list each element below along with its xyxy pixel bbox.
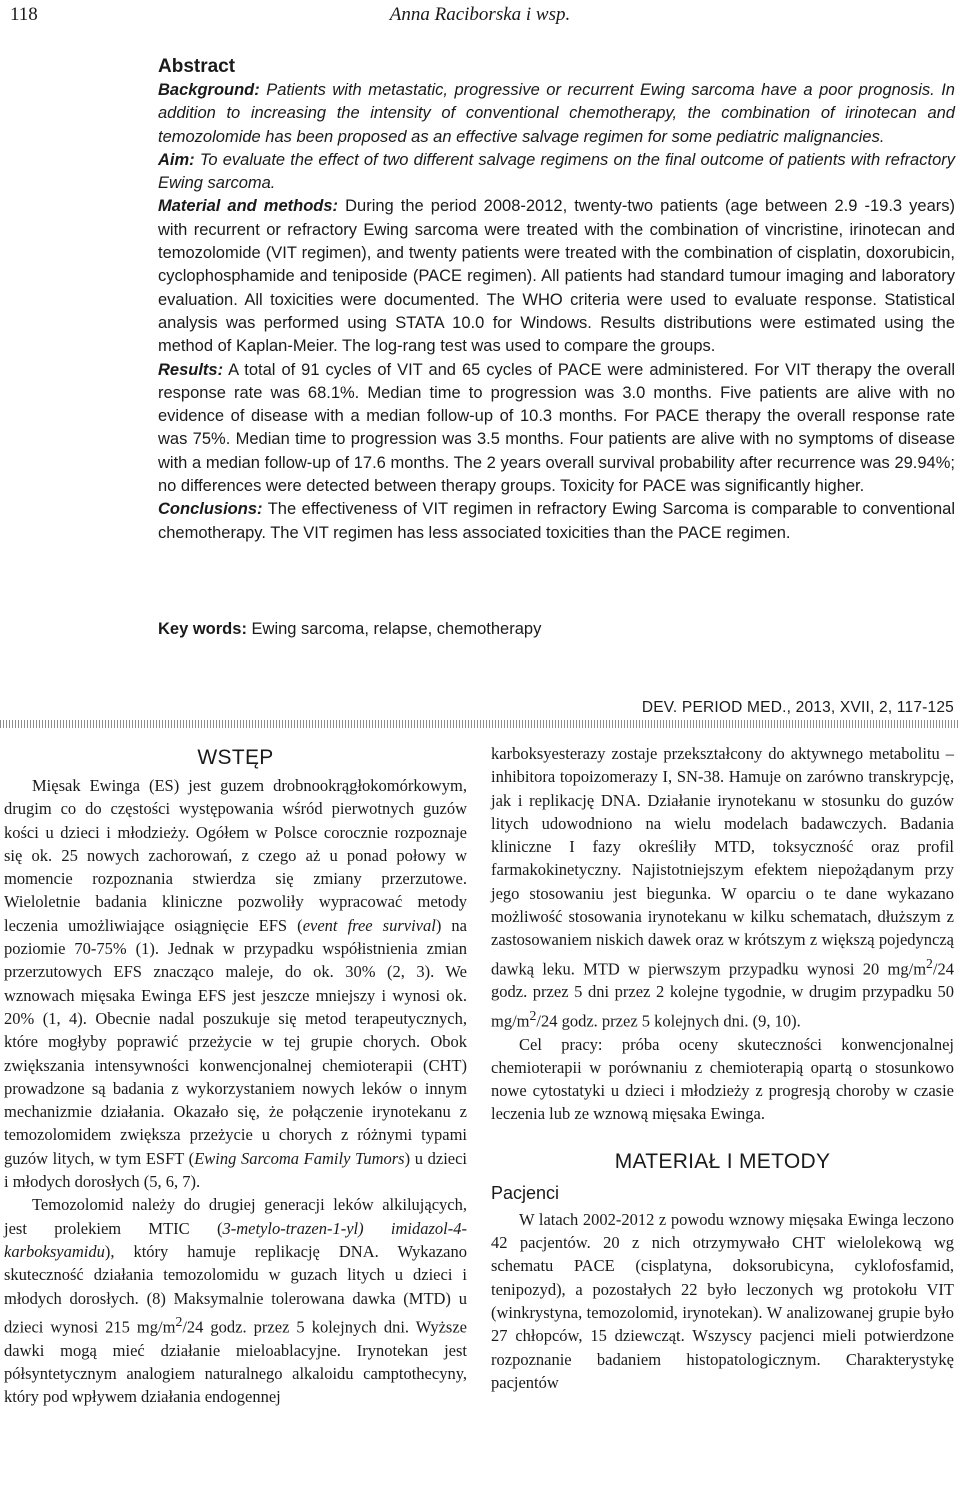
patients-heading: Pacjenci <box>491 1182 560 1203</box>
journal-name: DEV. PERIOD MED. <box>641 699 787 716</box>
superscript: 2 <box>529 1007 537 1023</box>
keywords <box>158 618 541 641</box>
intro-p2-part-b: ), który hamuje replikację DNA. Wykazano skuteczność działania temozolomidu w guzach litych u dzieci i młodych dorosłych. (8) Maksymalnie tolerowana dawka (MTD) u dzieci wynosi 215 mg/m <box>4 1241 467 1337</box>
superscript: 2 <box>175 1313 183 1329</box>
patients-paragraph: W latach 2002-2012 z powodu wznowy mięsaka Ewinga leczono 42 pacjentów. 20 z nich otrzymywało CHT wielolekową wg schematu PACE (cisplatyna, doksorubicyna, cyklofosfamid, tenipozyd), a pozostałych 22 było leczonych wg protokołu VIT (winkrystyna, temozolomid, irynotekan). W analizowanej grupie było 27 chłopców, 15 dziewcząt. Wszyscy pacjenci mieli potwierdzone rozpoznanie badaniem histopatologicznym. Charakterystykę pacjentów <box>491 1209 954 1392</box>
keywords-text: Ewing sarcoma, relapse, chemotherapy <box>246 620 542 638</box>
intro-p1-part-c: ) u dzieci i młodych dorosłych (5, 6, 7). <box>4 1148 468 1192</box>
right-p1-part-b: /24 godz. przez 5 dni przez 2 kolejne tygodnie, w drugim przypadku 50 mg/m <box>491 959 954 1031</box>
results-text: A total of 91 cycles of VIT and 65 cycles of PACE were administered. For VIT therapy the overall response rate was 68.1%. Median time to progression was 3.0 months. Five patients are alive with no evidence of disease with a median follow-up of 10.3 months. For PACE therapy the overall response rate was 75%. Median time to progression was 3.5 months. Four patients are alive with no symptoms of disease with a median follow-up of 17.6 months. The 2 years overall survival probability after recurrence was 29.94%; no differences were detected between therapy groups. Toxicity for PACE was significantly higher. <box>158 360 955 496</box>
decorative-ruler <box>0 720 960 728</box>
superscript: 2 <box>926 955 933 971</box>
aim-text: To evaluate the effect of two different salvage regimens on the final outcome of patients with refractory Ewing sarcoma. <box>158 150 955 193</box>
intro-efs-term: event free survival <box>302 915 436 935</box>
intro-p2-part-c: /24 godz. przez 5 kolejnych dni. Wyższe dawki mogą mieć działanie mieloablacyjne. Irynotekan jest półsyntetycznym analogiem naturalnego alkaloidu camptothecyny, który pod wpływem działania endogennej <box>4 1317 467 1407</box>
page-number: 118 <box>10 4 38 25</box>
right-p1-part-c: /24 godz. przez 5 kolejnych dni. (9, 10). <box>536 1011 801 1031</box>
right-p1-part-a: karboksyesterazy zostaje przekształcony do aktywnego metabolitu – inhibitora topoizomerazy I, SN-38. Hamuje on zarówno transkrypcję, jak i replikację DNA. Działanie irynotekanu w stosunku do guzów litych udowodniono na wielu modelach badawczych. Badania kliniczne I fazy określiły MTD, toksyczność oraz profil farmakokinetyczny. Najistotniejszym efektem niepożądanym przy jego stosowaniu jest biegunka. W oparciu o te dane wykazano możliwość stosowania irynotekanu w kilku schematach, dłuższym z zastosowaniem niskich dawek oraz w krótszym z większą pojedynczą dawką leku. MTD w pierwszym przypadku wynosi 20 mg/m <box>491 744 954 979</box>
abstract-background <box>158 79 955 149</box>
intro-paragraph-2 <box>4 1193 467 1408</box>
intro-p1-part-b: ) na poziomie 70-75% (1). Jednak w przypadku współistnienia zmian przerzutowych EFS znacząco maleje, do ok. 30% (2, 3). We wznowach mięsaka Ewinga EFS jest jeszcze mniejszy i wynosi ok. 20% (1, 4). Obecnie nadal poszukuje się metod terapeutycznych, które mogłyby poprawić przeżycie w tej grupie chorych. Obok zwiększania intensywności konwencjonalnej chemioterapii (CHT) prowadzone są badania z wykorzystaniem nowych leków o innym mechanizmie działania. Okazało się, że połączenie irynotekanu z temozolomidem zwiększa przeżycie u chorych z różnymi typami guzów litych, w tym ESFT ( <box>4 915 467 1168</box>
running-header <box>0 0 960 32</box>
aim-paragraph: Cel pracy: próba oceny skuteczności konwencjonalnej chemioterapii w porównaniu z chemioterapią opartą o stosunkowo nowe cytostatyki u dzieci i młodzieży z progresją choroby w czasie leczenia lub ze wznową mięsaka Ewinga. <box>491 1034 954 1124</box>
intro-mtic-term: 3-metylo-trazen-1-yl) imidazol-4-karboksyamidu <box>4 1218 467 1261</box>
running-title: Anna Raciborska i wsp. <box>389 4 571 25</box>
aim-label: Aim: <box>158 150 195 169</box>
journal-details: , 2013, XVII, 2, 117-125 <box>786 699 954 716</box>
abstract-methods <box>158 195 955 358</box>
intro-heading: WSTĘP <box>197 746 274 769</box>
methods-heading: MATERIAŁ I METODY <box>614 1149 831 1173</box>
column-right <box>491 742 954 1394</box>
results-label: Results: <box>158 360 224 379</box>
background-text: Patients with metastatic, progressive or recurrent Ewing sarcoma have a poor prognosis. In addition to increasing the intensity of conventional chemotherapy, the combination of irinotecan and temozolomide has been proposed as an effective salvage regimen for some pediatric malignancies. <box>158 81 955 146</box>
methods-label: Material and methods: <box>158 197 339 216</box>
abstract-results <box>158 359 955 499</box>
background-label: Background: <box>158 81 260 99</box>
keywords-label: Key words: <box>158 620 247 638</box>
intro-p2-part-a: Temozolomid należy do drugiej generacji leków alkilujących, jest prolekiem MTIC ( <box>4 1195 467 1238</box>
column-left <box>4 742 467 1409</box>
abstract-conclusions <box>158 498 955 545</box>
journal-reference-strip <box>0 698 960 736</box>
abstract-heading: Abstract <box>158 56 236 77</box>
methods-text: During the period 2008-2012, twenty-two patients (age between 2.9 -19.3 years) with recurrent or refractory Ewing sarcoma were treated with the combination of vincristine, irinotecan and temozolomide (VIT regimen), and twenty patients were treated with the combination of cisplatin, doxorubicin, cyclophosphamide and teniposide (PACE regimen). All patients had standard tumour imaging and laboratory evaluation. All toxicities were documented. The WHO criteria were used to evaluate response. Statistical analysis was performed using STATA 10.0 for Windows. Results distributions were estimated using the method of Kaplan-Meier. The log-rang test was used to compare the groups. <box>158 197 955 356</box>
abstract <box>158 54 955 545</box>
conclusions-label: Conclusions: <box>158 500 263 519</box>
intro-esft-term: Ewing Sarcoma Family Tumors <box>194 1148 405 1168</box>
conclusions-text: The effectiveness of VIT regimen in refractory Ewing Sarcoma is comparable to conventional chemotherapy. The VIT regimen has less associated toxicities than the PACE regimen. <box>158 500 955 542</box>
journal-reference <box>642 698 954 718</box>
abstract-aim <box>158 149 955 196</box>
intro-paragraph-1 <box>4 774 467 1193</box>
right-paragraph-1 <box>491 742 954 1033</box>
intro-p1-part-a: Mięsak Ewinga (ES) jest guzem drobnookrągłokomórkowym, drugim co do częstości występowania wśród pierwotnych guzów kości u dzieci i młodzieży. Ogółem w Polsce corocznie rozpoznaje się ok. 25 nowych zachorowań, z czego aż u ponad połowy w momencie rozpoznania stwierdza się zmiany przerzutowe. Wieloletnie badania kliniczne pozwoliły wypracować metody leczenia umożliwiające osiągnięcie EFS ( <box>4 776 467 935</box>
